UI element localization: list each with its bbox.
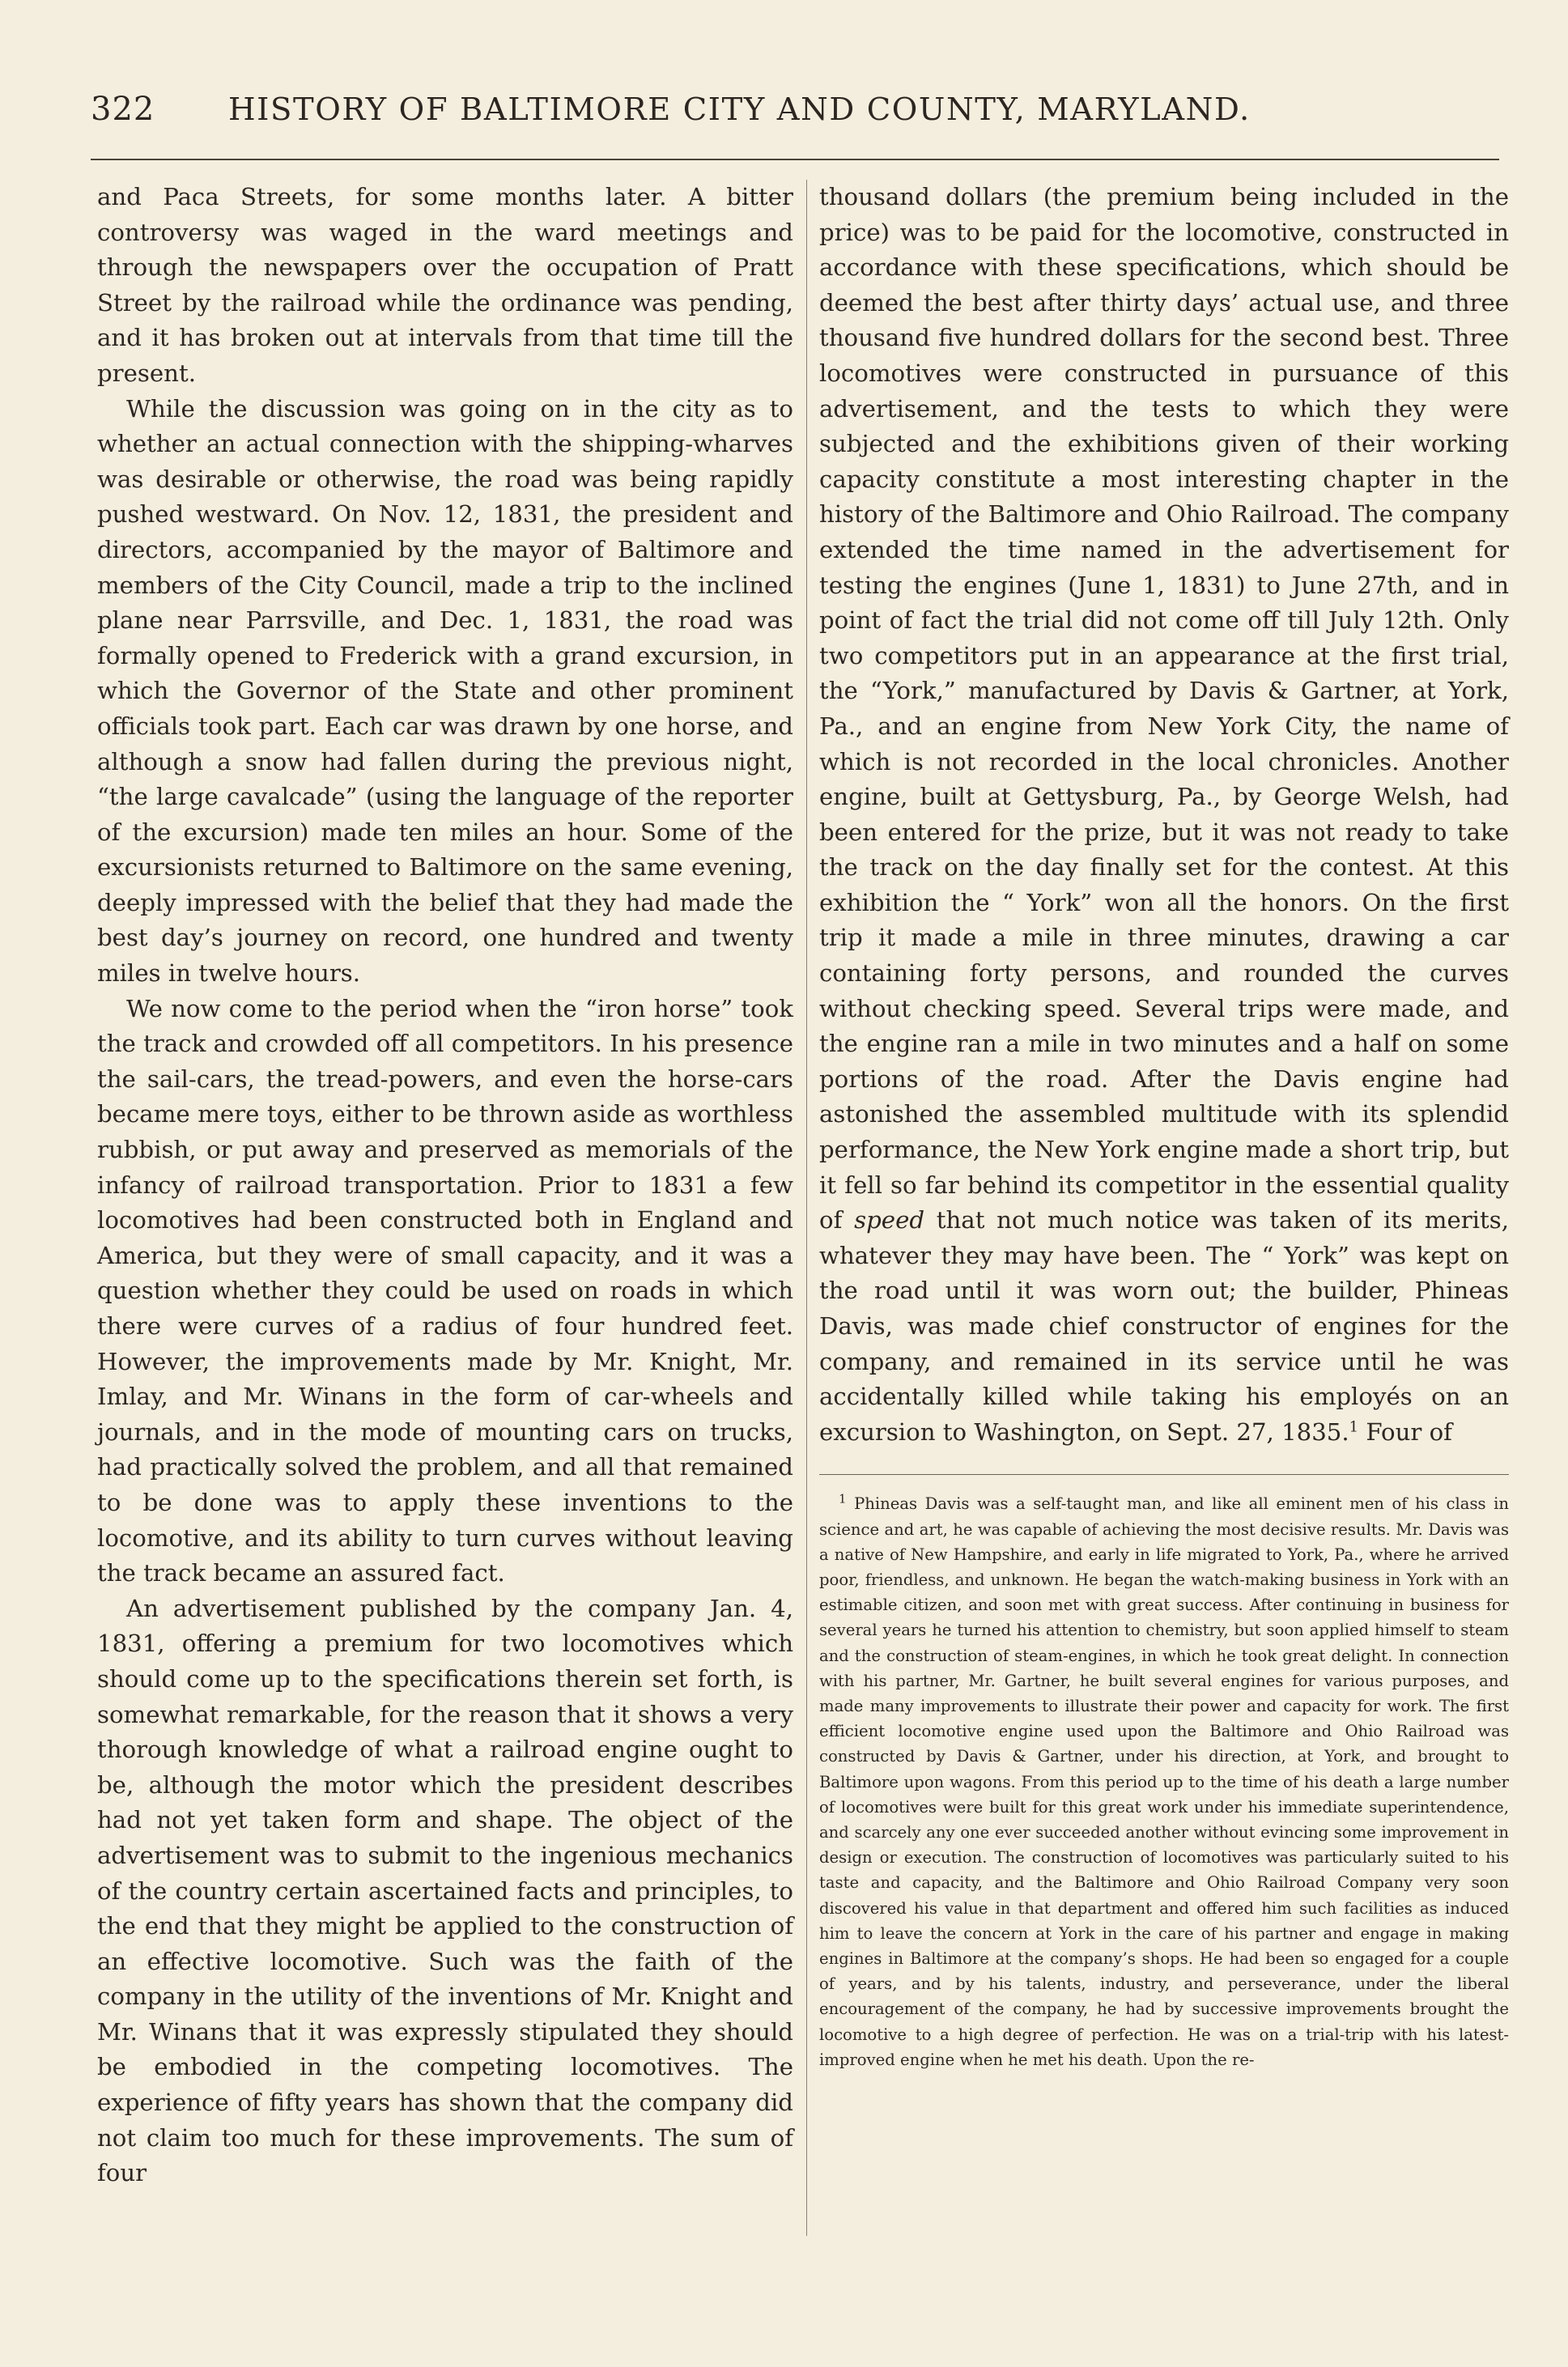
header-rule <box>91 159 1499 160</box>
footnote-marker: 1 <box>839 1491 847 1506</box>
page-header <box>91 91 1499 139</box>
paragraph: We now come to the period when the “iron horse” took the track and crowded off all competitors. In his presence the sail-cars, the tread-powers, and even the horse-cars became mere toys, either to be thrown aside as worthless rubbish, or put away and preserved as memorials of the infancy of railroad transportation. Prior to 1831 a few locomotives had been constructed both in England and America, but they were of small capacity, and it was a question whether they could be used on roads in which there were curves of a radius of four hundred feet. However, the improvements made by Mr. Knight, Mr. Imlay, and Mr. Winans in the form of car-wheels and journals, and in the mode of mounting cars on trucks, had practically solved the problem, and all that remained to be done was to apply these inventions to the locomotive, and its ability to turn curves without leaving the track became an assured fact. <box>97 994 793 1587</box>
column-divider <box>806 180 807 2236</box>
footnote-rule <box>819 1474 1509 1475</box>
footnote-text: Phineas Davis was a self-taught man, and like all eminent men of his class in science and art, he was capable of achieving the most decisive results. Mr. Davis was a native of New Hampshire, and early in life migrated to York, Pa., where he arrived poor, friendless, and unknown. He began the watch-making business in York with an estimable citizen, and soon met with great success. After continuing in business for several years he turned his attention to chemistry, but soon applied himself to steam and the construction of steam-engines, in which he took great delight. In connection with his partner, Mr. Gartner, he built several engines for various purposes, and made many improvements to illustrate their power and capacity for work. The first efficient locomotive engine used upon the Baltimore and Ohio Railroad was constructed by Davis & Gartner, under his direction, at York, and brought to Baltimore upon wagons. From this period up to the time of his death a large number of locomotives were built for this great work under his immediate superintendence, and scarcely any one ever succeeded another without evincing some improvement in design or execution. The construction of locomotives was particularly suited to his taste and capacity, and the Baltimore and Ohio Railroad Company very soon discovered his value in that department and offered him such facilities as induced him to leave the concern at York in the care of his partner and engage in making engines in Baltimore at the company’s shops. He had been so engaged for a couple of years, and by his talents, industry, and perseverance, under the liberal encouragement of the company, he had by successive improvements brought the locomotive to a high degree of perfection. He was on a trial-trip with his latest-improved engine when he met his death. Upon the re- <box>819 1494 1509 2069</box>
paragraph-text: thousand dollars (the premium being included in the price) was to be paid for the locomotive, constructed in accordance with these specifications, which should be deemed the best after thirty days’ actual use, and three thousand five hundred dollars for the second best. Three locomotives were constructed in pursuance of this advertisement, and the tests to which they were subjected and the exhibitions given of their working capacity constitute a most interesting chapter in the history of the Baltimore and Ohio Railroad. The company extended the time named in the advertisement for testing the engines (June 1, 1831) to June 27th, and in point of fact the trial did not come off till July 12th. Only two competitors put in an appearance at the first trial, the “York,” manufactured by Davis & Gartner, at York, Pa., and an engine from New York City, the name of which is not recorded in the local chronicles. Another engine, built at Gettysburg, Pa., by George Welsh, had been entered for the prize, but it was not ready to take the track on the day finally set for the contest. At this exhibition the “ York” won all the honors. On the first trip it made a mile in three minutes, drawing a car containing forty persons, and rounded the curves without checking speed. Several trips were made, and the engine ran a mile in two minutes and a half on some portions of the road. After the Davis engine had astonished the assembled multitude with its splendid performance, the New York engine made a short trip, but it fell so far behind its competitor in the essential quality of <box>819 183 1509 1234</box>
paragraph: An advertisement published by the company Jan. 4, 1831, offering a premium for two locomotives which should come up to the specifications therein set forth, is somewhat remarkable, for the reason that it shows a very thorough knowledge of what a railroad engine ought to be, although the motor which the president describes had not yet taken form and shape. The object of the advertisement was to submit to the ingenious mechanics of the country certain ascertained facts and principles, to the end that they might be applied to the construction of an effective locomotive. Such was the faith of the company in the utility of the inventions of Mr. Knight and Mr. Winans that it was expressly stipulated they should be embodied in the competing locomotives. The experience of fifty years has shown that the company did not claim too much for these improvements. The sum of four <box>97 1594 793 2187</box>
paragraph: and Paca Streets, for some months later. A bitter controversy was waged in the ward meetings and through the newspapers over the occupation of Pratt Street by the railroad while the ordinance was pending, and it has broken out at intervals from that time till the present. <box>97 183 793 387</box>
paragraph-text: Four of <box>1358 1417 1452 1446</box>
emphasis-word: speed <box>854 1206 925 1234</box>
footnote <box>819 1491 1509 2072</box>
running-head: HISTORY OF BALTIMORE CITY AND COUNTY, MARYLAND. <box>228 91 1251 128</box>
left-column <box>97 180 793 2191</box>
paragraph-text: that not much notice was taken of its merits, whatever they may have been. The “ York” was kept on the road until it was worn out; the builder, Phineas Davis, was made chief constructor of engines for the company, and remained in its service until he was accidentally killed while taking his employés on an excursion to Washington, on Sept. 27, 1835. <box>819 1206 1510 1446</box>
right-column <box>819 180 1509 2072</box>
footnote-reference: 1 <box>1349 1418 1359 1436</box>
paragraph: While the discussion was going on in the city as to whether an actual connection with the shipping-wharves was desirable or otherwise, the road was being rapidly pushed westward. On Nov. 12, 1831, the president and directors, accompanied by the mayor of Baltimore and members of the City Council, made a trip to the inclined plane near Parrsville, and Dec. 1, 1831, the road was formally opened to Frederick with a grand excursion, in which the Governor of the State and other prominent officials took part. Each car was drawn by one horse, and although a snow had fallen during the previous night, “the large cavalcade” (using the language of the reporter of the excursion) made ten miles an hour. Some of the excursionists returned to Baltimore on the same evening, deeply impressed with the belief that they had made the best day’s journey on record, one hundred and twenty miles in twelve hours. <box>97 394 793 988</box>
page-number: 322 <box>91 91 155 128</box>
paragraph <box>819 180 1509 1450</box>
